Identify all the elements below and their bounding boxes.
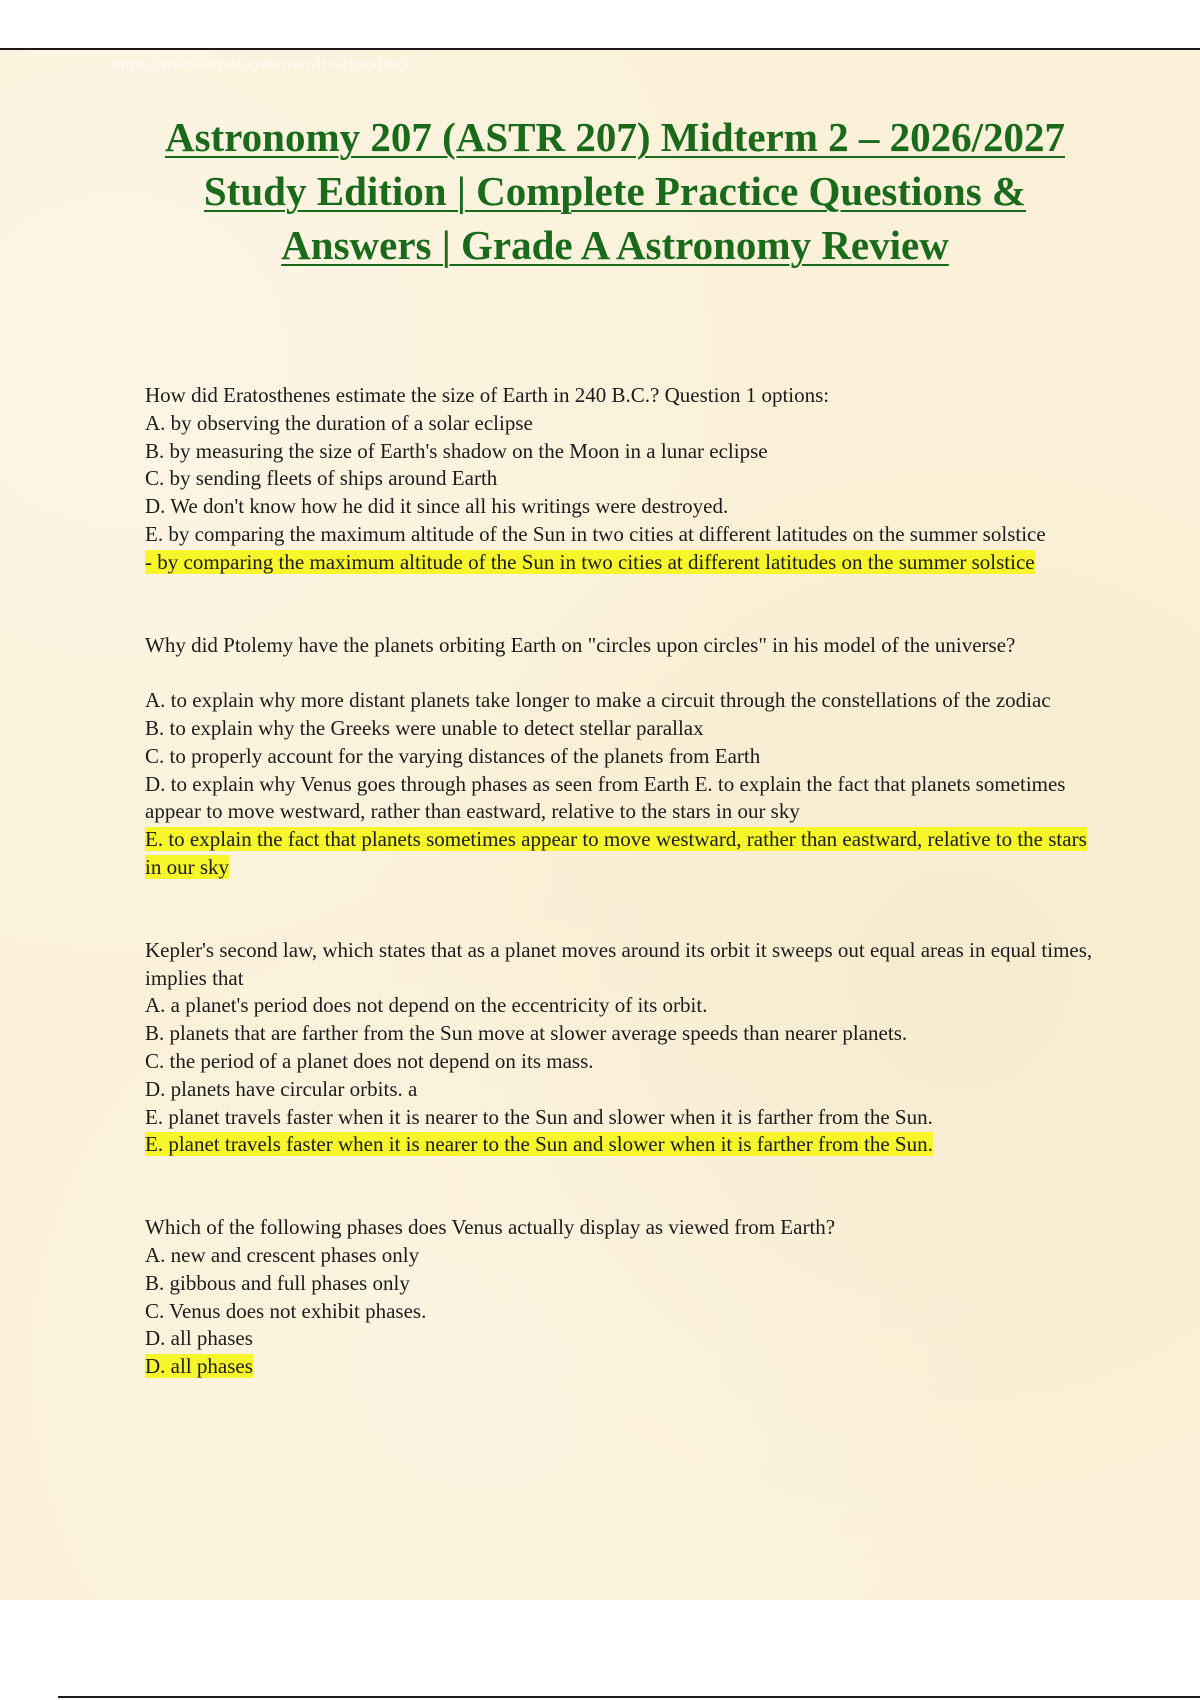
- document-title: Astronomy 207 (ASTR 207) Midterm 2 – 2026/2027 Study Edition | Complete Practice Questions & Answers | Grade A Astronomy Review: [164, 114, 1066, 268]
- option-item: E. by comparing the maximum altitude of the Sun in two cities at different latitudes on the summer solstice: [145, 521, 1046, 546]
- option-item: C. to properly account for the varying distances of the planets from Earth: [145, 743, 761, 768]
- option-item: A. by observing the duration of a solar eclipse: [145, 410, 533, 435]
- option-item: A. new and crescent phases only: [145, 1242, 420, 1267]
- blank-line: [145, 659, 1095, 687]
- option-item: C. by sending fleets of ships around Earth: [145, 466, 498, 491]
- answer-line: [145, 826, 1095, 882]
- answer-line: [145, 1131, 1095, 1159]
- answer-line: [145, 549, 1095, 577]
- option-item: D. to explain why Venus goes through phases as seen from Earth E. to explain the fact that planets sometimes appear to move westward, rather than eastward, relative to the stars in our sky: [145, 771, 1066, 824]
- question-text: Why did Ptolemy have the planets orbiting Earth on "circles upon circles" in his model of the universe?: [145, 632, 1016, 657]
- question-text: Kepler's second law, which states that as a planet moves around its orbit it sweeps out equal areas in equal times, implies that: [145, 937, 1093, 990]
- highlighted-answer: E. to explain the fact that planets sometimes appear to move westward, rather than eastward, relative to the stars in our sky: [145, 827, 1087, 879]
- answer-line: [145, 1353, 1095, 1381]
- option-item: E. planet travels faster when it is nearer to the Sun and slower when it is farther from the Sun.: [145, 1104, 933, 1129]
- option-item: C. Venus does not exhibit phases.: [145, 1298, 427, 1323]
- question-block-4: [145, 1214, 1095, 1381]
- option-item: D. all phases: [145, 1326, 253, 1351]
- highlighted-answer: D. all phases: [145, 1354, 253, 1379]
- option-item: D. planets have circular orbits. a: [145, 1076, 418, 1101]
- question-text: Which of the following phases does Venus actually display as viewed from Earth?: [145, 1215, 836, 1240]
- option-item: A. a planet's period does not depend on the eccentricity of its orbit.: [145, 993, 708, 1018]
- question-block-3: [145, 937, 1095, 1159]
- option-item: B. to explain why the Greeks were unable to detect stellar parallax: [145, 715, 704, 740]
- option-item: B. planets that are farther from the Sun move at slower average speeds than nearer planets.: [145, 1021, 908, 1046]
- option-item: B. by measuring the size of Earth's shadow on the Moon in a lunar eclipse: [145, 438, 768, 463]
- option-item: D. We don't know how he did it since all his writings were destroyed.: [145, 494, 729, 519]
- option-item: C. the period of a planet does not depend on its mass.: [145, 1048, 594, 1073]
- option-item: A. to explain why more distant planets take longer to make a circuit through the constellations of the zodiac: [145, 688, 1051, 713]
- highlighted-answer: E. planet travels faster when it is nearer to the Sun and slower when it is farther from the Sun.: [145, 1132, 933, 1157]
- question-block-1: [145, 382, 1095, 577]
- question-block-2: [145, 632, 1095, 882]
- option-item: B. gibbous and full phases only: [145, 1270, 410, 1295]
- watermark-url: https://www.stuvia.com/user/ltvalgoodluck: [112, 54, 413, 73]
- question-text: How did Eratosthenes estimate the size of Earth in 240 B.C.? Question 1 options:: [145, 383, 830, 407]
- question-list: [145, 382, 1095, 1381]
- bottom-divider: [58, 1696, 1200, 1698]
- highlighted-answer: - by comparing the maximum altitude of the Sun in two cities at different latitudes on the summer solstice: [145, 549, 1035, 574]
